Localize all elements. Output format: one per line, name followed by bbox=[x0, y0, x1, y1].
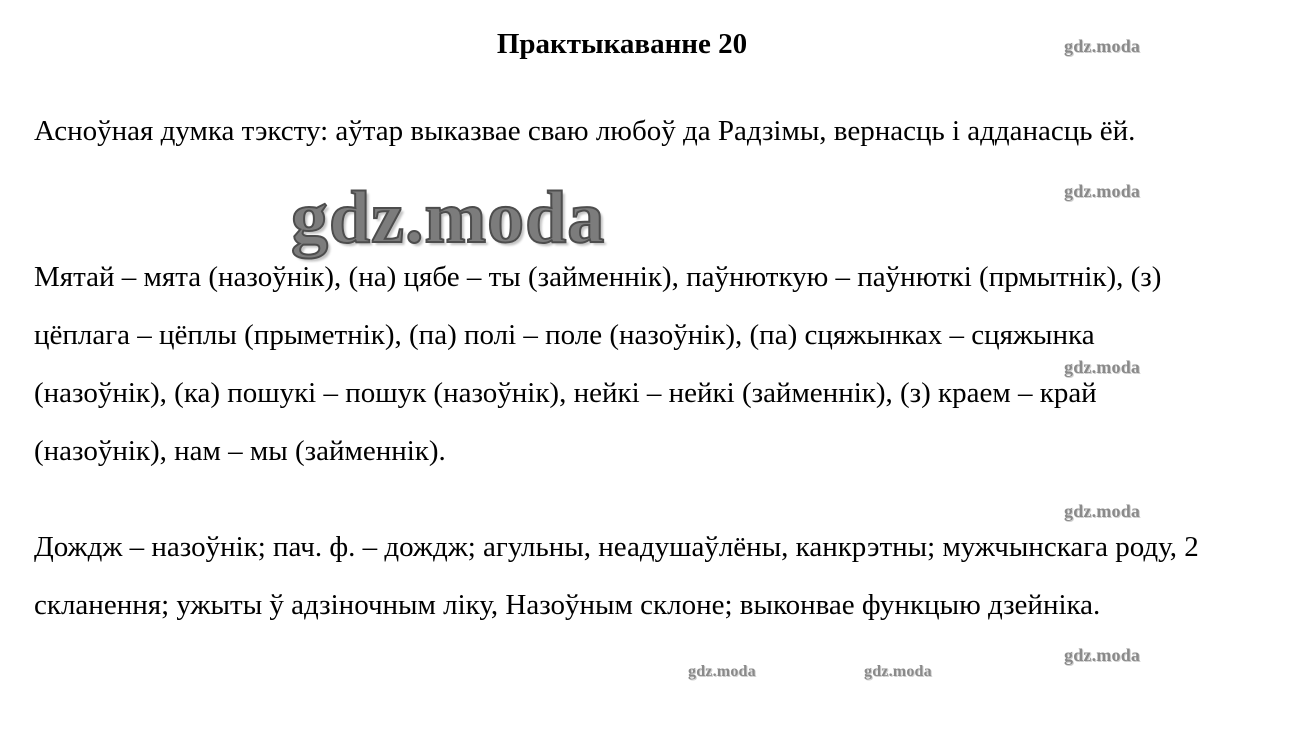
paragraph-noun-parsing: Дождж – назоўнік; пач. ф. – дождж; агульны, неадушаўлёны, канкрэтны; мужчынскага роду, 2 скланення; ужыты ў адзіночным ліку, Назоўным склоне; выконвае функцыю дзейніка. bbox=[34, 531, 1199, 621]
paragraph-main-idea: Асноўная думка тэксту: аўтар выказвае сваю любоў да Радзімы, вернасць і адданасць ёй. bbox=[34, 115, 1136, 147]
watermark-small: gdz.moda bbox=[1064, 645, 1141, 665]
watermark-small: gdz.moda bbox=[1064, 181, 1141, 201]
watermark-small: gdz.moda bbox=[1064, 357, 1141, 377]
watermark-small: gdz.moda bbox=[1064, 36, 1141, 56]
paragraph-word-analysis: Мятай – мята (назоўнік), (на) цябе – ты (займеннік), паўнюткую – паўнюткі (прмытнік), (з) цёплага – цёплы (прыметнік), (па) полі – поле (назоўнік), (па) сцяжынках – сцяжынка (назоўнік), (ка) пошукі – пошук (назоўнік), нейкі – нейкі (займеннік), (з) краем – край (назоўнік), нам – мы (займеннік). bbox=[34, 261, 1162, 467]
page-title: Практыкаванне 20 bbox=[496, 28, 748, 60]
watermark-small: gdz.moda bbox=[1064, 501, 1141, 521]
watermark-small: gdz.moda bbox=[864, 663, 932, 680]
watermark-large: gdz.moda bbox=[291, 177, 606, 259]
watermark-small: gdz.moda bbox=[688, 663, 756, 680]
